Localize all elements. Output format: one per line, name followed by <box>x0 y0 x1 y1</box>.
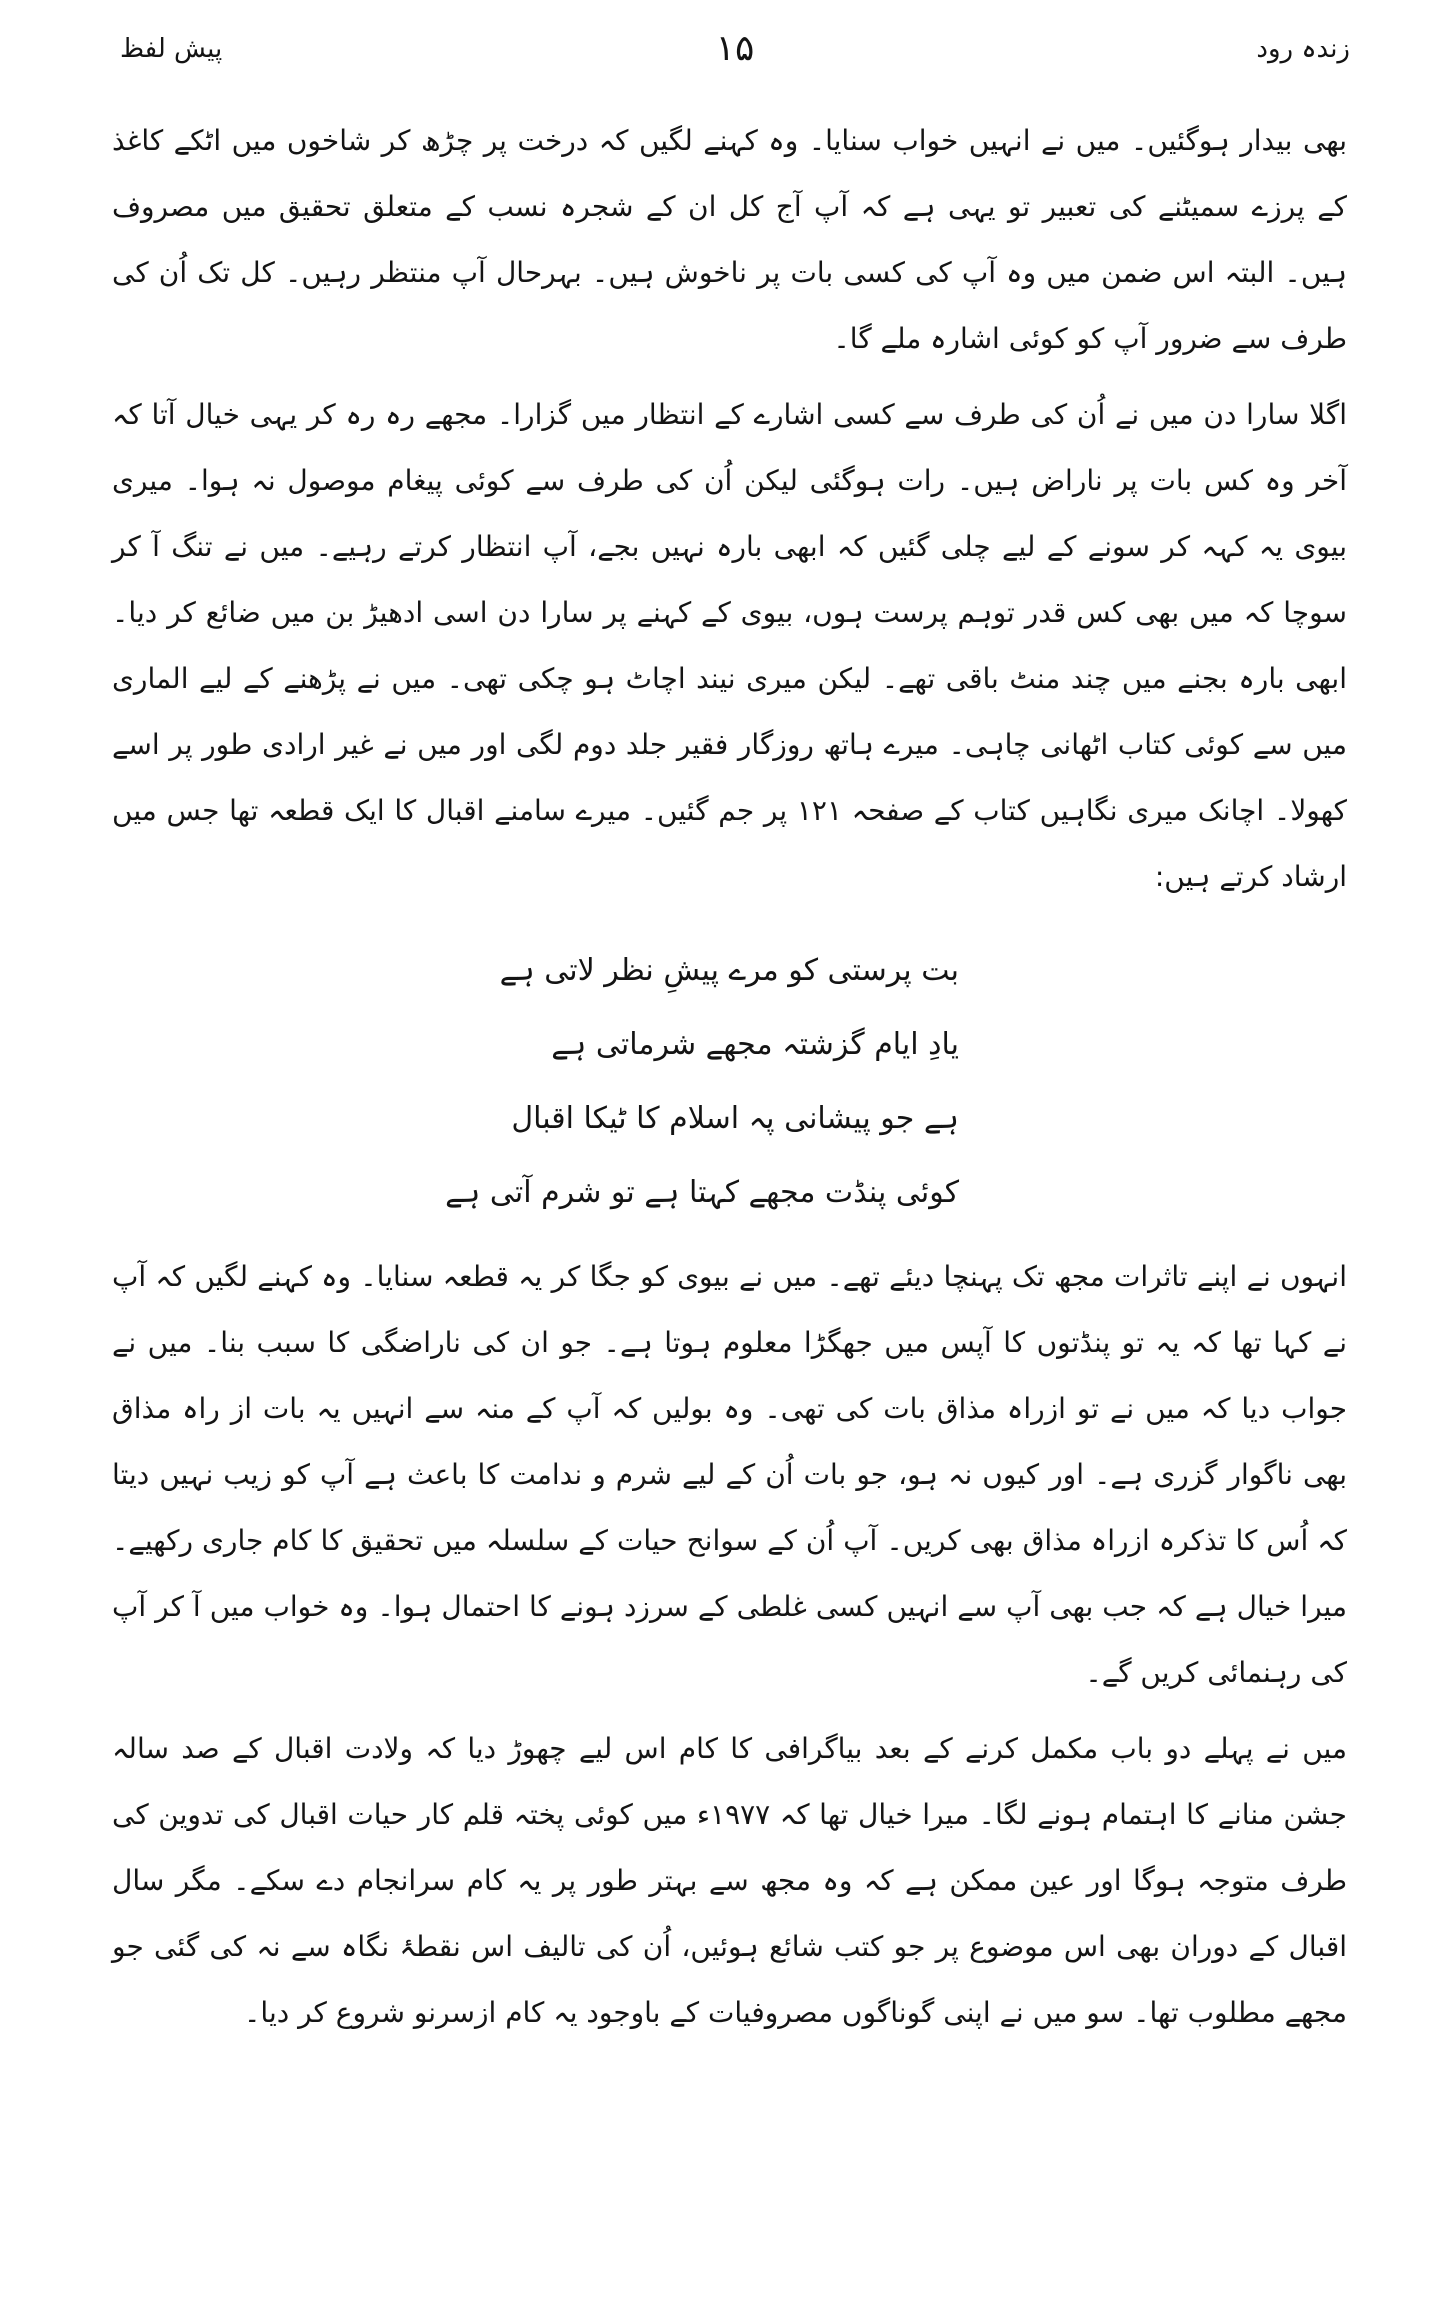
iqbal-verse <box>112 934 1347 1230</box>
verse-line: کوئی پنڈت مجھے کہتا ہے تو شرم آتی ہے <box>445 1175 959 1210</box>
running-header <box>120 28 1350 84</box>
book-title: زندہ رود <box>1256 34 1350 64</box>
paragraph-waiting-day: اگلا سارا دن میں نے اُن کی طرف سے کسی اشارے کے انتظار میں گزارا۔ مجھے رہ رہ کر یہی خیال آتا کہ آخر وہ کس بات پر ناراض ہیں۔ رات ہوگئی لیکن اُن کی طرف سے کوئی پیغام موصول نہ ہوا۔ میری بیوی یہ کہہ کر سونے کے لیے چلی گئیں کہ ابھی بارہ نہیں بجے، آپ انتظار کرتے رہیے۔ میں نے تنگ آ کر سوچا کہ میں بھی کس قدر توہم پرست ہوں، بیوی کے کہنے پر سارا دن اسی ادھیڑ بن میں ضائع کر دیا۔ ابھی بارہ بجنے میں چند منٹ باقی تھے۔ لیکن میری نیند اچاٹ ہو چکی تھی۔ میں نے پڑھنے کے لیے الماری میں سے کوئی کتاب اٹھانی چاہی۔ میرے ہاتھ روزگار فقیر جلد دوم لگی اور میں نے غیر ارادی طور پر اسے کھولا۔ اچانک میری نگاہیں کتاب کے صفحہ ۱۲۱ پر جم گئیں۔ میرے سامنے اقبال کا ایک قطعہ تھا جس میں ارشاد کرتے ہیں: <box>112 398 1347 893</box>
chapter-title: پیش لفظ <box>120 34 223 64</box>
paragraph-dream-interpretation: بھی بیدار ہوگئیں۔ میں نے انہیں خواب سنایا۔ وہ کہنے لگیں کہ درخت پر چڑھ کر شاخوں میں اٹکے کاغذ کے پرزے سمیٹنے کی تعبیر تو یہی ہے کہ آپ آج کل ان کے شجرہ نسب کے متعلق تحقیق میں مصروف ہیں۔ البتہ اس ضمن میں وہ آپ کی کسی بات پر ناخوش ہیں۔ بہرحال آپ منتظر رہیں۔ کل تک اُن کی طرف سے ضرور آپ کو کوئی اشارہ ملے گا۔ <box>112 124 1347 355</box>
page-number: ۱۵ <box>715 28 755 69</box>
verse-line: بت پرستی کو مرے پیشِ نظر لاتی ہے <box>499 953 959 988</box>
page-body <box>112 108 1347 2046</box>
verse-line: یادِ ایام گزشتہ مجھے شرماتی ہے <box>551 1027 959 1062</box>
verse-line: ہے جو پیشانی پہ اسلام کا ٹیکا اقبال <box>511 1101 959 1136</box>
paragraph-wife-response: انہوں نے اپنے تاثرات مجھ تک پہنچا دیئے تھے۔ میں نے بیوی کو جگا کر یہ قطعہ سنایا۔ وہ کہنے لگیں کہ آپ نے کہا تھا کہ یہ تو پنڈتوں کا آپس میں جھگڑا معلوم ہوتا ہے۔ جو ان کی ناراضگی کا سبب بنا۔ میں نے جواب دیا کہ میں نے تو ازراہ مذاق بات کی تھی۔ وہ بولیں کہ آپ کے منہ سے انہیں یہ بات از راہ مذاق بھی ناگوار گزری ہے۔ اور کیوں نہ ہو، جو بات اُن کے لیے شرم و ندامت کا باعث ہے آپ کو زیب نہیں دیتا کہ اُس کا تذکرہ ازراہ مذاق بھی کریں۔ آپ اُن کے سوانح حیات کے سلسلہ میں تحقیق کا کام جاری رکھیے۔ میرا خیال ہے کہ جب بھی آپ سے انہیں کسی غلطی کے سرزد ہونے کا احتمال ہوا۔ وہ خواب میں آ کر آپ کی رہنمائی کریں گے۔ <box>112 1260 1348 1689</box>
paragraph-biography-resumed: میں نے پہلے دو باب مکمل کرنے کے بعد بیاگرافی کا کام اس لیے چھوڑ دیا کہ ولادت اقبال کے صد سالہ جشن منانے کا اہتمام ہونے لگا۔ میرا خیال تھا کہ ۱۹۷۷ء میں کوئی پختہ قلم کار حیات اقبال کی تدوین کی طرف متوجہ ہوگا اور عین ممکن ہے کہ وہ مجھ سے بہتر طور پر یہ کام سرانجام دے سکے۔ مگر سال اقبال کے دوران بھی اس موضوع پر جو کتب شائع ہوئیں، اُن کی تالیف اس نقطۂ نگاہ سے نہ کی گئی جو مجھے مطلوب تھا۔ سو میں نے اپنی گوناگوں مصروفیات کے باوجود یہ کام ازسرنو شروع کر دیا۔ <box>112 1732 1347 2029</box>
